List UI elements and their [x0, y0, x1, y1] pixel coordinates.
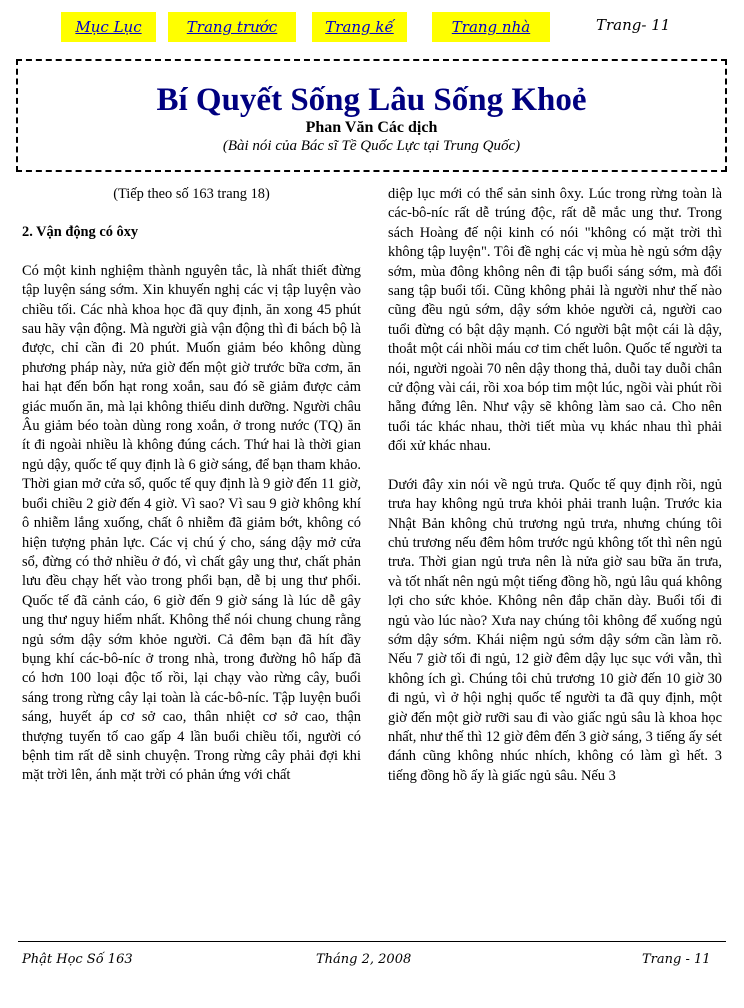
footer-page-number: Trang - 11 — [642, 952, 711, 967]
article-subtitle: (Bài nói của Bác sĩ Tề Quốc Lực tại Trung Quốc) — [222, 138, 521, 154]
footer-date: Tháng 2, 2008 — [316, 952, 412, 967]
article-title: Bí Quyết Sống Lâu Sống Khoẻ — [156, 82, 587, 118]
footer-issue: Phật Học Số 163 — [22, 952, 133, 967]
article-column-left — [22, 185, 361, 805]
nav-prev-page-link[interactable]: Trang trước — [168, 12, 296, 42]
footer-divider — [18, 941, 726, 942]
article-byline: Phan Văn Các dịch — [305, 119, 438, 136]
continued-note: (Tiếp theo số 163 trang 18) — [113, 186, 270, 202]
section-heading: 2. Vận động có ôxy — [22, 224, 139, 241]
nav-home-link[interactable]: Trang nhà — [432, 12, 550, 42]
page-number-top: Trang- 11 — [596, 16, 671, 34]
article-paragraph: Có một kinh nghiệm thành nguyên tắc, là nhất thiết đừng tập luyện sáng sớm. Xin khuyến nghị các vị tập luyện vào chiều tối. Các nhà khoa học đã quy định, ăn xong 45 phút sau hãy vận động. Mà người già vận động thì đi bách bộ là được, chỉ cần đi 20 phút. Muốn giảm béo không dùng phương pháp này, nửa giờ đến một giờ trước bữa cơm, ăn hai hạt đến bốn hạt rong xoắn, sau đó sẽ giảm được cảm giác muốn ăn, mà lại không thiếu dinh dưỡng. Người châu Âu giảm béo toàn dùng rong xoắn, ở trong nước (TQ) ăn ít đi ngoài nhiều là không đúng cách. Thứ hai là thời gian ngủ dậy, quốc tế quy định là 6 giờ sáng, để bạn tham khảo. Thời gian mở cửa sổ, quốc tế quy định là 9 giờ đến 11 giờ, buổi chiều 2 giờ đến 4 giờ. Vì sao? Vì sau 9 giờ không khí ô nhiễm lắng xuống, chất ô nhiễm đã giảm bớt, không có hiện tượng phản lực. Các vị chú ý cho, sáng dậy mở cửa sổ, đừng có thở nhiều ở đó, vì chất gây ung thư, chất phản lưu đều chạy hết vào trong phổi bạn, dễ bị ung thư phổi. Quốc tế đã cảnh cáo, 6 giờ đến 9 giờ sáng là lúc dễ gây ung thư nguy hiểm nhất. Không thể nói chung chung rằng ngủ sớm dậy sớm khỏe người. Cả đêm bạn đã hít đầy bụng khí các-bô-níc ở trong nhà, trong đường hô hấp đã có hơn 100 loại độc tố rồi, lại chạy vào rừng cây, buổi sáng trong rừng cây lại toàn là các-bô-níc. Tập luyện buổi sáng, huyết áp cơ sở cao, thân nhiệt cơ sở cao, thận thượng tuyến tố cao gấp 4 lần buổi chiều tối, người có bệnh tim rất dễ sinh chuyện. Trong rừng cây phải đợi khi mặt trời lên, ánh mặt trời có phản ứng với chất — [22, 262, 361, 784]
article-paragraph: diệp lục mới có thể sản sinh ôxy. Lúc trong rừng toàn là các-bô-níc rất dễ trúng độc, rất dễ mắc ung thư. Trong sách Hoàng đế nội kinh có nói "không có mặt trời thì không tập luyện". Tôi đề nghị các vị mùa hè ngủ sớm dậy sớm, mùa đông không nên đi tập buổi sáng sớm, mà đổi sang tập buổi tối. Cũng không phải là người như thế nào cũng đều ngủ sớm, dậy sớm khỏe người cả, người cao tuổi đừng có bật dậy mạnh. Có người bật một cái là dậy, thoắt một cái nhồi máu cơ tim chết luôn. Quốc tế người ta nói, người ngoài 70 nên dậy thong thả, duỗi tay duỗi chân cử động vài cái, rồi xoa bóp tim một lúc, ngồi vài phút rồi hẵng đứng lên. Như vậy sẽ không làm sao cả. Cho nên tuổi tác khác nhau, thời tiết mùa vụ khác nhau thì phải đối xử khác nhau. — [388, 186, 722, 455]
nav-toc-link[interactable]: Mục Lục — [61, 12, 156, 42]
article-column-right — [388, 185, 722, 805]
article-title-box — [16, 59, 727, 172]
article-paragraph: Dưới đây xin nói về ngủ trưa. Quốc tế quy định rồi, ngủ trưa hay không ngủ trưa khỏi phải tranh luận. Trước kia Nhật Bản không chủ trương ngủ trưa, nhưng chúng tôi chủ trương nếu đêm hôm trước ngủ không tốt thì nên ngủ trưa. Thời gian ngủ trưa nên là nửa giờ sau bữa ăn trưa, và tốt nhất nên ngủ một tiếng đồng hồ, ngủ lâu quá không lợi cho sức khỏe. Không nên đắp chăn dày. Buổi tối đi ngủ vào lúc nào? Xưa nay chúng tôi không để xuống ngủ sớm dậy sớm. Khái niệm ngủ sớm dậy sớm cần làm rõ. Nếu 7 giờ tối đi ngủ, 12 giờ đêm dậy lục sục với vẫn, thì không ích gì. Chúng tôi chủ trương 10 giờ đến 10 giờ 30 đi ngủ, vì ở hội nghị quốc tế người ta đã quy định, một giờ đến một giờ rưỡi sau đi vào giấc ngủ sâu là khoa học nhất, như thế thì 12 giờ đêm đến 3 giờ sáng, 3 tiếng ấy sét đánh cũng không nhúc nhích, không có làm gì hết. 3 tiếng đồng hồ ấy là giấc ngủ sâu. Nếu 3 — [388, 476, 722, 784]
nav-next-page-link[interactable]: Trang kế — [312, 12, 407, 42]
